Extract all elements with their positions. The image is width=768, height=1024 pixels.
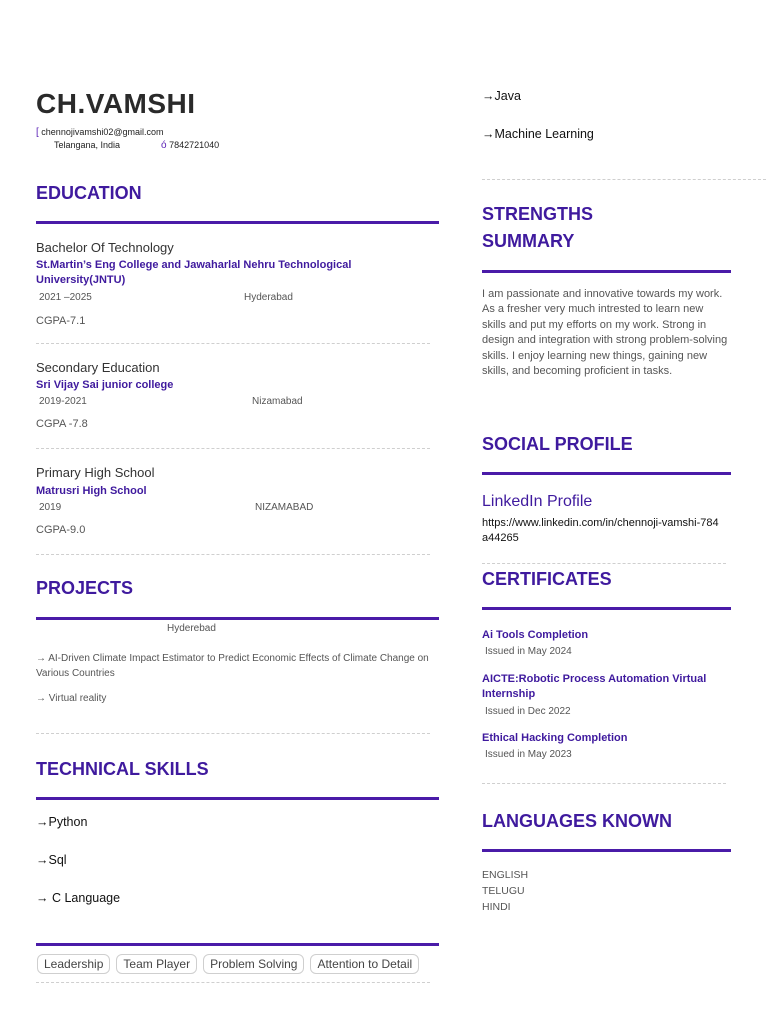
candidate-name: CH.VAMSHI (36, 88, 196, 119)
social-profile-rule (482, 472, 731, 475)
certificates-rule (482, 607, 731, 610)
education-years: 2021 –2025 (39, 292, 92, 303)
skill-item: → C Language (36, 891, 121, 905)
projects-title: PROJECTS (36, 578, 134, 598)
tag-list (37, 954, 425, 974)
education-place: Nizamabad (252, 396, 303, 407)
education-school: Matrusri High School (36, 485, 147, 497)
education-grade: CGPA-9.0 (36, 524, 86, 536)
education-degree: Bachelor Of Technology (36, 240, 174, 255)
education-degree: Secondary Education (36, 360, 160, 375)
project-item: → Virtual reality (36, 693, 107, 704)
project-item: → AI-Driven Climate Impact Estimator to Predict Economic Effects of Climate Change on Various Countries (36, 653, 429, 679)
social-profile-title: SOCIAL PROFILE (482, 434, 633, 454)
divider (482, 179, 766, 180)
education-title: EDUCATION (36, 183, 142, 203)
skill-item: →Sql (36, 853, 67, 867)
divider (482, 783, 726, 784)
linkedin-link[interactable]: LinkedIn Profile (482, 493, 593, 510)
tags-rule (36, 943, 439, 946)
certificate-date: Issued in May 2023 (485, 749, 572, 760)
strengths-title-line1: STRENGTHS (482, 204, 594, 224)
strengths-title-line2: SUMMARY (482, 231, 575, 251)
languages-title: LANGUAGES KNOWN (482, 811, 672, 831)
phone-icon: ó (161, 140, 167, 151)
technical-skills-rule (36, 797, 439, 800)
phone-text: 7842721040 (169, 140, 220, 150)
project-location: Hyderebad (167, 623, 216, 634)
skill-item: →Java (482, 89, 521, 103)
technical-skills-title: TECHNICAL SKILLS (36, 759, 209, 779)
education-school: St.Martin’s Eng College and Jawaharlal Nehru Technological University(JNTU) (36, 259, 352, 286)
strengths-rule (482, 270, 731, 273)
certificate-name: Ai Tools Completion (482, 629, 589, 641)
language-item: HINDI (482, 901, 511, 913)
education-grade: CGPA -7.8 (36, 418, 88, 430)
certificate-name: Ethical Hacking Completion (482, 732, 628, 744)
email-text[interactable]: chennojivamshi02@gmail.com (41, 127, 164, 137)
education-school: Sri Vijay Sai junior college (36, 379, 174, 391)
skill-item: →Machine Learning (482, 127, 594, 141)
education-grade: CGPA-7.1 (36, 315, 86, 327)
divider (36, 343, 430, 344)
education-place: Hyderabad (244, 292, 293, 303)
divider (36, 448, 430, 449)
education-rule (36, 221, 439, 224)
location-text: Telangana, India (54, 140, 121, 150)
tag-problem-solving: Problem Solving (203, 954, 304, 974)
divider (482, 563, 726, 564)
tag-leadership: Leadership (37, 954, 110, 974)
education-years: 2019-2021 (39, 396, 87, 407)
education-degree: Primary High School (36, 465, 155, 480)
skill-item: →Python (36, 815, 88, 829)
divider (36, 982, 430, 983)
tag-attention-to-detail: Attention to Detail (310, 954, 419, 974)
linkedin-url[interactable]: https://www.linkedin.com/in/chennoji-vamshi-784a44265 (482, 517, 719, 544)
certificate-date: Issued in Dec 2022 (485, 706, 571, 717)
certificate-date: Issued in May 2024 (485, 646, 572, 657)
strengths-summary-text: I am passionate and innovative towards my work. As a fresher very much intrested to learn new skills and put my efforts on my work. Strong in design and integration with strong problem-solving skills. I enjoy learning new things, gaining new skills, and becoming proficient in tasks. (482, 288, 728, 378)
certificate-name: AICTE:Robotic Process Automation Virtual Internship (482, 673, 707, 700)
email-icon: [ (36, 127, 39, 138)
languages-rule (482, 849, 731, 852)
divider (36, 554, 430, 555)
certificates-title: CERTIFICATES (482, 569, 612, 589)
divider (36, 733, 430, 734)
education-place: NIZAMABAD (255, 502, 314, 513)
phone-line (161, 140, 219, 151)
tag-team-player: Team Player (116, 954, 197, 974)
language-item: ENGLISH (482, 869, 529, 881)
language-item: TELUGU (482, 885, 525, 897)
email-line (36, 127, 164, 138)
projects-rule (36, 617, 439, 620)
education-years: 2019 (39, 502, 62, 513)
